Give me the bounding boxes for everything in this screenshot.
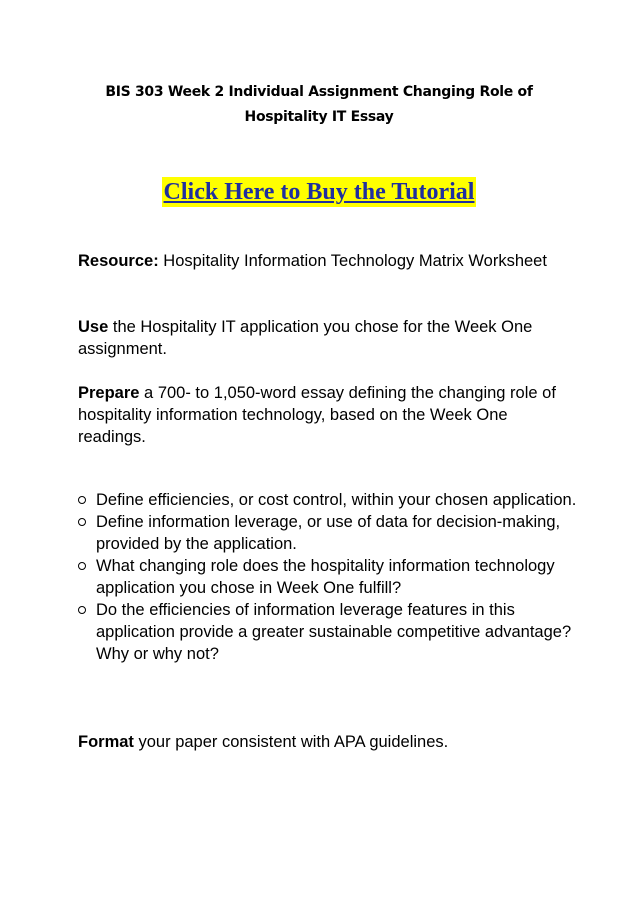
list-item-text: Define efficiencies, or cost control, within your chosen application. <box>96 491 577 509</box>
list-item <box>78 599 578 665</box>
buy-tutorial-link[interactable]: Click Here to Buy the Tutorial <box>163 179 475 205</box>
prepare-label: Prepare <box>78 384 140 402</box>
list-item-text: What changing role does the hospitality information technology application you chose in Week One fulfill? <box>96 557 555 597</box>
buy-link-container <box>0 177 638 207</box>
resource-text: Hospitality Information Technology Matrix Worksheet <box>158 252 547 270</box>
bullet-circle-icon <box>78 518 86 526</box>
prepare-text: a 700- to 1,050-word essay defining the changing role of hospitality information technology, based on the Week One readings. <box>78 384 556 446</box>
format-label: Format <box>78 733 134 751</box>
resource-label: Resource: <box>78 252 159 270</box>
title-line-1: BIS 303 Week 2 Individual Assignment Changing Role of <box>105 84 533 100</box>
bullet-circle-icon <box>78 562 86 570</box>
use-text: the Hospitality IT application you chose for the Week One assignment. <box>78 318 533 358</box>
prepare-paragraph <box>78 382 578 448</box>
list-item <box>78 555 578 599</box>
resource-paragraph <box>78 250 578 272</box>
format-paragraph <box>78 731 578 753</box>
use-label: Use <box>78 318 109 336</box>
list-item-text: Do the efficiencies of information leverage features in this application provide a greater sustainable competitive advantage? Why or why not? <box>96 601 572 663</box>
list-item-text: Define information leverage, or use of data for decision-making, provided by the application. <box>96 513 561 553</box>
bullet-circle-icon <box>78 606 86 614</box>
list-item <box>78 511 578 555</box>
list-item <box>78 489 578 511</box>
title-line-2: Hospitality IT Essay <box>244 109 394 125</box>
document-title <box>60 80 578 130</box>
use-paragraph <box>78 316 578 360</box>
format-text: your paper consistent with APA guidelines. <box>133 733 449 751</box>
requirements-list <box>78 489 578 665</box>
bullet-circle-icon <box>78 496 86 504</box>
